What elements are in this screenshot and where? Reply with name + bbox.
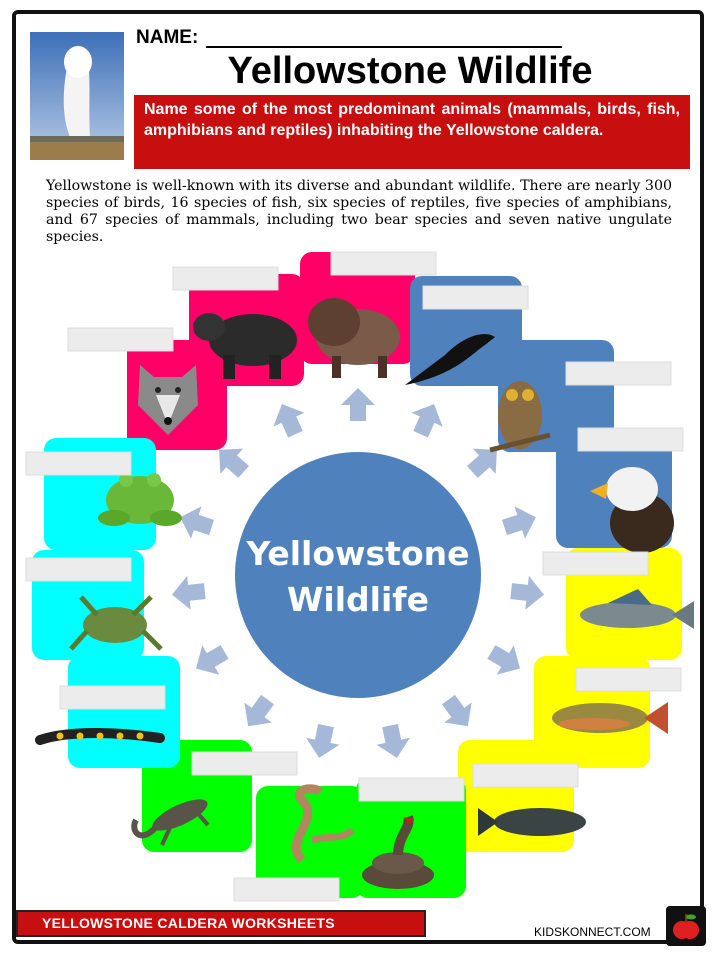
footer-banner: YELLOWSTONE CALDERA WORKSHEETS <box>16 910 426 937</box>
outward-arrow-icon <box>170 574 206 611</box>
instruction-box: Name some of the most predominant animals (mammals, birds, fish, amphibians and reptiles) inhabiting the Yellowstone caldera. <box>134 95 690 169</box>
outward-arrow-icon <box>373 722 413 761</box>
animal-tile <box>68 656 180 768</box>
answer-field[interactable] <box>576 668 681 691</box>
page-title: Yellowstone Wildlife <box>227 50 593 92</box>
name-label: NAME: <box>136 27 199 48</box>
answer-field[interactable] <box>578 428 683 451</box>
answer-field[interactable] <box>331 252 436 275</box>
outward-arrow-icon <box>188 637 234 683</box>
outward-arrow-icon <box>499 501 541 544</box>
outward-arrow-icon <box>435 690 482 737</box>
answer-field[interactable] <box>192 752 297 775</box>
answer-field[interactable] <box>26 452 131 475</box>
outward-arrow-icon <box>303 722 343 761</box>
center-circle <box>235 452 481 698</box>
animal-tile <box>458 740 574 852</box>
answer-field[interactable] <box>359 778 464 801</box>
answer-field[interactable] <box>234 878 339 901</box>
answer-field[interactable] <box>26 558 131 581</box>
intro-paragraph: Yellowstone is well-known with its diverse and abundant wildlife. There are nearly 300 species of birds, 16 species of fish, six species of reptiles, five species of amphibians, and 67 species of mammals, including two bear species and seven native ungulate species. <box>46 178 672 245</box>
outward-arrow-icon <box>509 574 545 611</box>
answer-field[interactable] <box>68 328 173 351</box>
salamander-icon <box>40 733 160 741</box>
answer-field[interactable] <box>473 764 578 787</box>
outward-arrow-icon <box>234 690 281 737</box>
answer-field[interactable] <box>423 286 528 309</box>
apple-logo-icon <box>666 906 706 946</box>
center-text-line2: Wildlife <box>286 580 430 619</box>
footer-site[interactable]: KIDSKONNECT.COM <box>534 925 651 939</box>
answer-field[interactable] <box>566 362 671 385</box>
outward-arrow-icon <box>483 637 529 683</box>
answer-field[interactable] <box>543 552 648 575</box>
answer-field[interactable] <box>173 267 278 290</box>
answer-field[interactable] <box>60 686 165 709</box>
center-text-line1: Yellowstone <box>246 534 470 573</box>
outward-arrow-icon <box>405 397 449 441</box>
outward-arrow-icon <box>341 388 375 421</box>
outward-arrow-icon <box>266 397 310 441</box>
trout-fish-icon <box>552 702 668 734</box>
outward-arrow-icon <box>175 501 217 544</box>
